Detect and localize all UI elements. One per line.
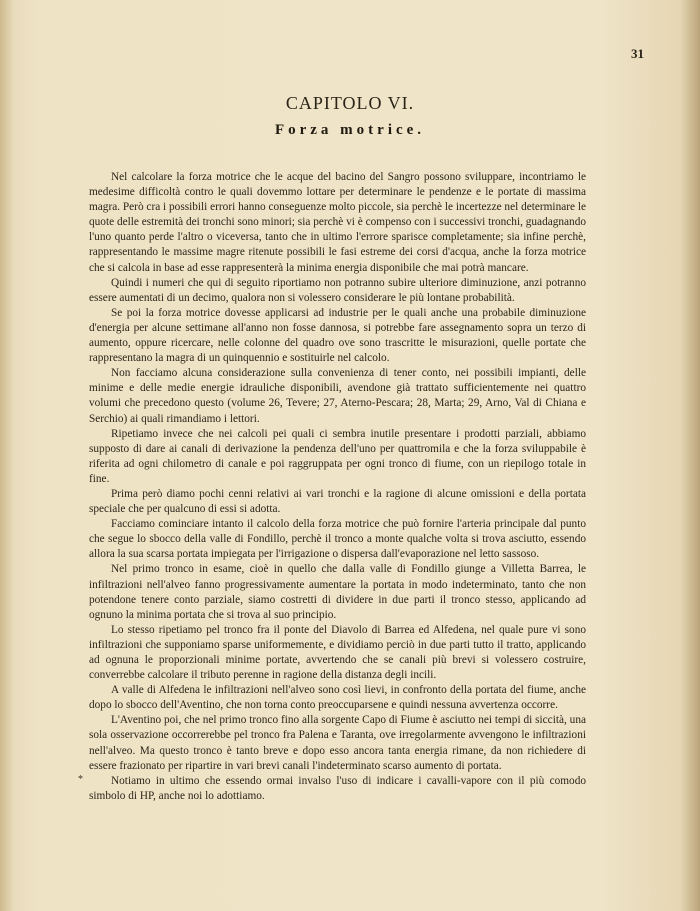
paragraph: Lo stesso ripetiamo pel tronco fra il ponte del Diavolo di Barrea ed Alfedena, nel quale pure vi sono infiltrazioni che supponiamo sparse uniformemente, e dividiamo perciò in due parti tutto il tratto, applicando ad ognuna le proporzionali minime portate, avvertendo che se canali più brevi si volessero costruire, converrebbe calcolare il tributo perenne in ragione della distanza degli incili.: [89, 623, 586, 682]
paragraph: Non facciamo alcuna considerazione sulla convenienza di tener conto, nei possibili impianti, delle minime e delle medie energie idrauliche disponibili, avendone già trattato sufficientemente nei quattro volumi che precedono questo (volume 26, Tevere; 27, Aterno-Pescara; 28, Marta; 29, Arno, Val di Chiana e Serchio) ai quali rimandiamo i lettori.: [89, 367, 586, 425]
body-text: [89, 170, 586, 804]
paragraph: Ripetiamo invece che nei calcoli pei quali ci sembra inutile presentare i prodotti parziali, abbiamo supposto di dare ai canali di derivazione la pendenza dell'uno per quattromila e che la forza sviluppabile è riferita ad ogni chilometro di canale e poi raggruppata per ogni tronco di fiume, con un riepilogo totale in fine.: [89, 427, 586, 485]
chapter-subtitle: Forza motrice.: [274, 122, 426, 138]
paragraph: Quindi i numeri che qui di seguito riportiamo non potranno subire ulteriore diminuzione, anzi potranno essere aumentati di un decimo, qualora non si volessero considerare le più lontane probabilità.: [89, 276, 586, 304]
margin-mark: *: [78, 774, 83, 785]
paragraph: Nel calcolare la forza motrice che le acque del bacino del Sangro possono sviluppare, incontriamo le medesime difficoltà contro le quali dovemmo lottare per determinare le pendenze e le portate di massima magra. Però cra i possibili errori hanno conseguenze molto piccole, sia perchè le incertezze nel determinare le quote delle estremità dei tronchi sono minori; sia perchè vi è compenso con i successivi tronchi, guadagnando l'uno quanto perde l'altro o viceversa, tanto che in ultimo l'errore sparisce completamente; sia infine perchè, rappresentando le massime magre ritenute possibili le fasi estreme dei corsi d'acqua, anche la forza motrice che si calcola in base ad esse rappresenterà la minima energia disponibile che mai potrà mancare.: [89, 171, 586, 274]
page-number: 31: [631, 46, 644, 61]
paragraph: L'Aventino poi, che nel primo tronco fino alla sorgente Capo di Fiume è asciutto nei tempi di siccità, una sola osservazione occorrerebbe pel tronco fra Palena e Taranta, ove irregolarmente avvengono le infiltrazioni nell'alveo. Ma questo tronco è tanto breve e dopo esso ancora tanta energia rimane, da non richiedere di essere frazionato per ripartire in vari brevi canali l'indeterminato scarso aumento di portata.: [89, 714, 586, 772]
paragraph: Se poi la forza motrice dovesse applicarsi ad industrie per le quali anche una probabile diminuzione d'energia per alcune settimane all'anno non fosse dannosa, si potrebbe fare assegnamento sopra un terzo di aumento, oppure ricercare, nelle colonne del quadro ove sono trascritte le misurazioni, quelle portate che rappresentano la magra di un quinquennio e sostituirle nel calcolo.: [89, 306, 586, 365]
paragraph: Notiamo in ultimo che essendo ormai invalso l'uso di indicare i cavalli-vapore con il più comodo simbolo di HP, anche noi lo adottiamo.: [89, 774, 586, 802]
paragraph: A valle di Alfedena le infiltrazioni nell'alveo sono così lievi, in confronto della portata del fiume, anche dopo lo sbocco dell'Aventino, che non torna conto preoccuparsene e quindi nessuna avvertenza occorre.: [89, 684, 586, 712]
paragraph: Nel primo tronco in esame, cioè in quello che dalla valle di Fondillo giunge a Villetta Barrea, le infiltrazioni nell'alveo fanno progressivamente aumentare la portata in modo indeterminato, tanto che non potendone tenere conto parziale, siamo costretti di dividere in due parti il tronco stesso, applicando ad ognuno la minima portata che si trova al suo principio.: [89, 563, 586, 621]
paragraph: Prima però diamo pochi cenni relativi ai vari tronchi e la ragione di alcune omissioni e della portata speciale che per qualcuno di essi si adotta.: [89, 487, 586, 516]
chapter-title: CAPITOLO VI.: [285, 93, 415, 113]
paragraph: Facciamo cominciare intanto il calcolo della forza motrice che può fornire l'arteria principale dal punto che segue lo sbocco della valle di Fondillo, perchè il tronco a monte qualche volta si trova asciutto, essendo allora la sua scarsa portata impiegata per l'irrigazione o dispersa dall'evaporazione nel letto sassoso.: [89, 518, 586, 561]
